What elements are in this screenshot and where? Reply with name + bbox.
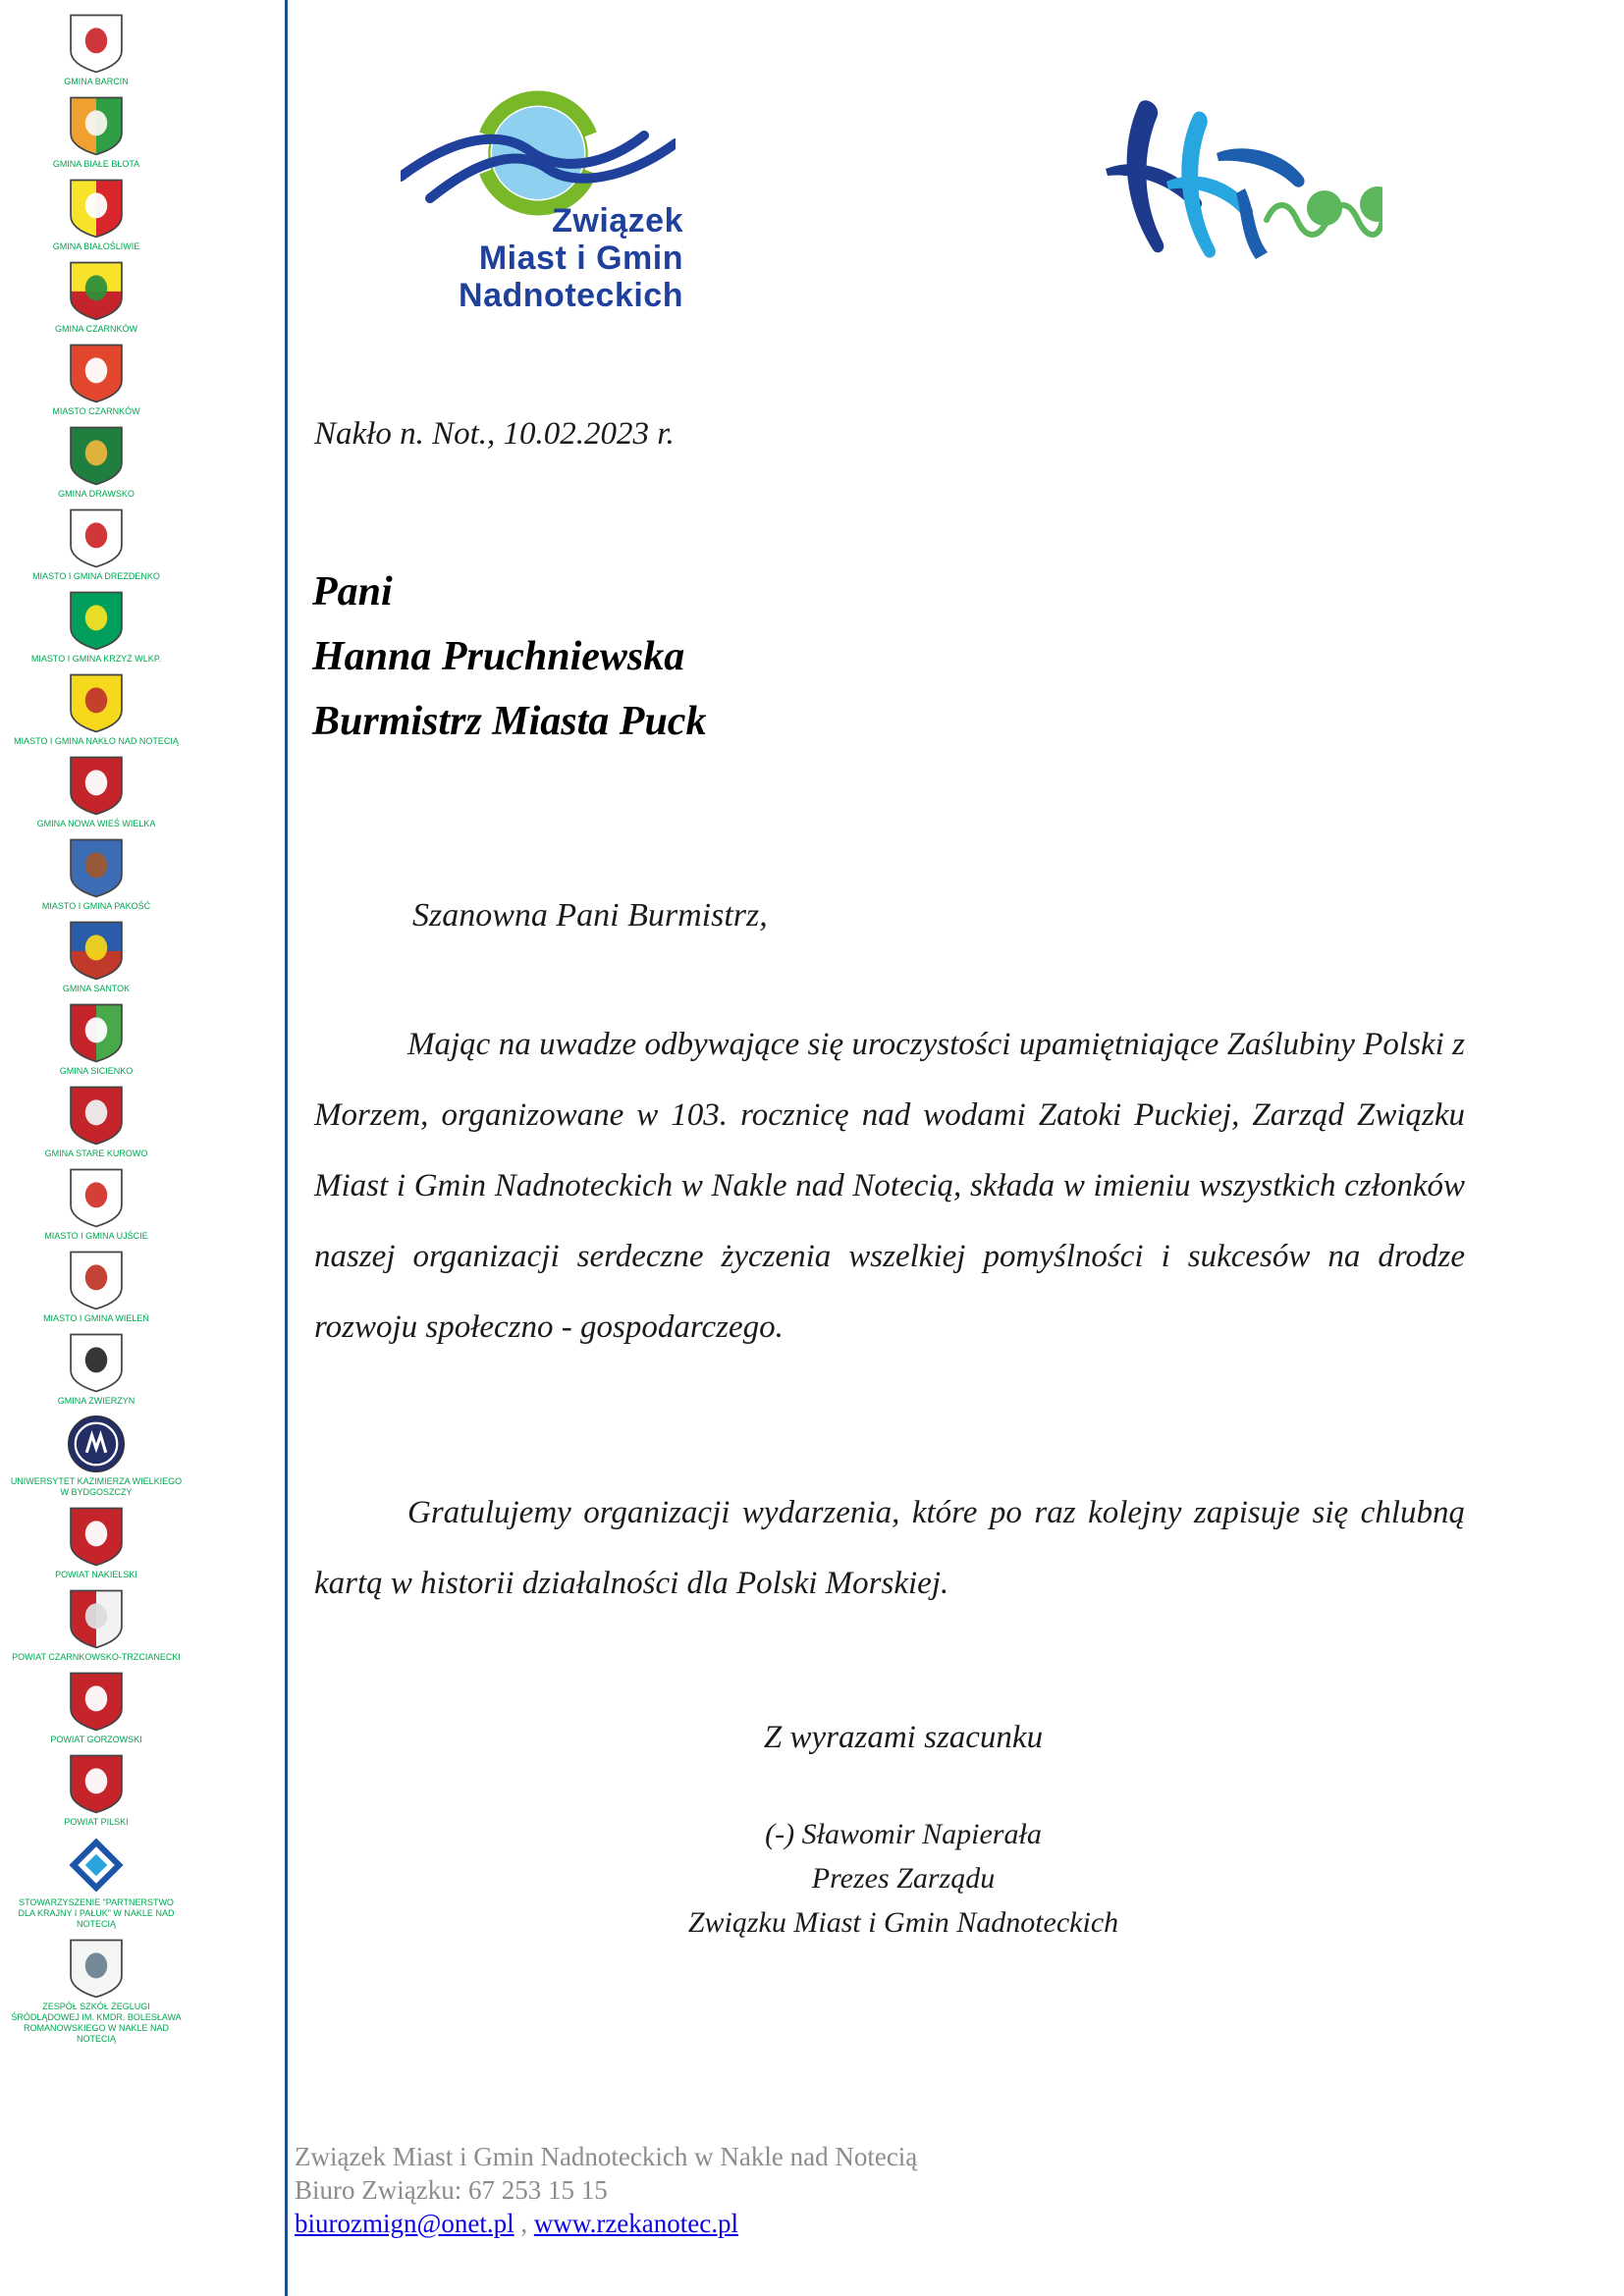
sidebar-item-gmina-barcin xyxy=(9,12,184,87)
miasto-i-gmina-naklo-nad-notecia-coat-of-arms-icon xyxy=(68,671,125,734)
uniwersytet-kazimierza-wielkiego-coat-of-arms-icon xyxy=(66,1414,127,1474)
emblem-label: MIASTO I GMINA UJŚCIE xyxy=(44,1231,148,1241)
signatory-title: Prezes Zarządu xyxy=(811,1862,996,1895)
emblem-label: STOWARZYSZENIE "PARTNERSTWO DLA KRAJNY I PAŁUK" W NAKLE NAD NOTECIĄ xyxy=(18,1897,175,1929)
sidebar-item-gmina-stare-kurowo xyxy=(9,1084,184,1159)
sidebar-item-gmina-sicienko xyxy=(9,1001,184,1077)
coat-of-arms-sidebar xyxy=(8,12,185,2045)
sidebar-item-gmina-zwierzyn xyxy=(9,1331,184,1407)
sidebar-item-gmina-biale-blota xyxy=(9,94,184,170)
sidebar-item-powiat-pilski xyxy=(9,1752,184,1828)
closing-phrase: Z wyrazami szacunku xyxy=(763,1720,1044,1755)
sidebar-item-powiat-czarnkowsko-trzcianecki xyxy=(9,1587,184,1663)
sidebar-item-zespol-szkol-zeglugi-srodladowej xyxy=(9,1937,184,2045)
gmina-zwierzyn-coat-of-arms-icon xyxy=(68,1331,125,1394)
addressee-role: Burmistrz Miasta Puck xyxy=(312,699,707,744)
sidebar-item-gmina-drawsko xyxy=(9,424,184,500)
sidebar-item-stowarzyszenie-partnerstwo xyxy=(9,1835,184,1930)
gmina-barcin-coat-of-arms-icon xyxy=(68,12,125,75)
gmina-bialosliwie-coat-of-arms-icon xyxy=(68,177,125,240)
signature-block xyxy=(324,1812,1483,1945)
emblem-label: MIASTO I GMINA NAKŁO NAD NOTECIĄ xyxy=(14,736,179,746)
miasto-i-gmina-wielen-coat-of-arms-icon xyxy=(68,1249,125,1311)
sidebar-item-miasto-i-gmina-pakosc xyxy=(9,836,184,912)
emblem-label: GMINA SANTOK xyxy=(62,984,131,993)
sidebar-item-gmina-santok xyxy=(9,919,184,994)
emblem-label: GMINA STARE KUROWO xyxy=(44,1148,148,1158)
emblem-label: GMINA ZWIERZYN xyxy=(57,1396,135,1406)
miasto-czarnkow-coat-of-arms-icon xyxy=(68,342,125,404)
powiat-gorzowski-coat-of-arms-icon xyxy=(68,1670,125,1733)
emblem-label: GMINA SICIENKO xyxy=(59,1066,134,1076)
zmign-logo-wordmark xyxy=(428,202,683,314)
body-paragraph-2: Gratulujemy organizacji wydarzenia, które po raz kolejny zapisuje się chlubną kartą w historii działalności dla Polski Morskiej. xyxy=(314,1495,1465,1601)
emblem-label: MIASTO I GMINA PAKOŚĆ xyxy=(41,901,151,911)
emblem-label: POWIAT NAKIELSKI xyxy=(55,1570,137,1579)
addressee-title: Pani xyxy=(312,569,393,614)
letter-footer xyxy=(295,2140,917,2240)
emblem-label: GMINA CZARNKÓW xyxy=(54,324,137,334)
links-separator: , xyxy=(514,2209,534,2238)
emblem-label: MIASTO I GMINA DREZDENKO xyxy=(32,571,160,581)
emblem-label: MIASTO CZARNKÓW xyxy=(52,406,140,416)
dancing-figures-logo-icon xyxy=(1098,94,1382,268)
addressee-block xyxy=(312,560,706,754)
stowarzyszenie-partnerstwo-coat-of-arms-icon xyxy=(66,1835,127,1896)
sidebar-item-miasto-czarnkow xyxy=(9,342,184,417)
sidebar-item-uniwersytet-kazimierza-wielkiego xyxy=(9,1414,184,1498)
footer-org-name: Związek Miast i Gmin Nadnoteckich w Nakle nad Notecią xyxy=(295,2142,918,2171)
emblem-label: MIASTO I GMINA KRZYŻ WLKP. xyxy=(30,654,162,664)
signatory-name: (-) Sławomir Napierała xyxy=(765,1818,1042,1850)
miasto-i-gmina-drezdenko-coat-of-arms-icon xyxy=(68,507,125,569)
gmina-czarnkow-coat-of-arms-icon xyxy=(68,259,125,322)
email-link[interactable]: biurozmign@onet.pl xyxy=(295,2209,514,2238)
gmina-stare-kurowo-coat-of-arms-icon xyxy=(68,1084,125,1147)
miasto-i-gmina-krzyz-wlkp-coat-of-arms-icon xyxy=(68,589,125,652)
sidebar-item-miasto-i-gmina-ujscie xyxy=(9,1166,184,1242)
emblem-label: GMINA BARCIN xyxy=(64,77,129,86)
emblem-label: UNIWERSYTET KAZIMIERZA WIELKIEGO W BYDGOSZCZY xyxy=(10,1476,183,1497)
powiat-pilski-coat-of-arms-icon xyxy=(68,1752,125,1815)
miasto-i-gmina-ujscie-coat-of-arms-icon xyxy=(68,1166,125,1229)
powiat-nakielski-coat-of-arms-icon xyxy=(68,1505,125,1568)
sidebar-item-gmina-nowa-wies-wielka xyxy=(9,754,184,829)
gmina-santok-coat-of-arms-icon xyxy=(68,919,125,982)
zmign-logo-line2: Miast i Gmin xyxy=(478,240,683,277)
gmina-nowa-wies-wielka-coat-of-arms-icon xyxy=(68,754,125,817)
body-paragraph-1: Mając na uwadze odbywające się uroczystości upamiętniające Zaślubiny Polski z Morzem, organizowane w 103. rocznicę nad wodami Zatoki Puckiej, Zarząd Związku Miast i Gmin Nadnoteckich w Nakle nad Notecią, składa w imieniu wszystkich członków naszej organizacji serdeczne życzenia wszelkiej pomyślności i sukcesów na drodze rozwoju społeczno - gospodarczego. xyxy=(314,1027,1465,1345)
emblem-label: POWIAT GORZOWSKI xyxy=(50,1735,142,1744)
sidebar-item-gmina-czarnkow xyxy=(9,259,184,335)
sidebar-item-miasto-i-gmina-wielen xyxy=(9,1249,184,1324)
emblem-label: GMINA BIAŁE BŁOTA xyxy=(52,159,140,169)
emblem-label: MIASTO I GMINA WIELEŃ xyxy=(43,1313,149,1323)
miasto-i-gmina-pakosc-coat-of-arms-icon xyxy=(68,836,125,899)
emblem-label: POWIAT CZARNKOWSKO-TRZCIANECKI xyxy=(12,1652,181,1662)
footer-links xyxy=(295,2207,917,2240)
addressee-name: Hanna Pruchniewska xyxy=(312,634,685,679)
sidebar-item-miasto-i-gmina-naklo-nad-notecia xyxy=(9,671,184,747)
gmina-biale-blota-coat-of-arms-icon xyxy=(68,94,125,157)
powiat-czarnkowsko-trzcianecki-coat-of-arms-icon xyxy=(68,1587,125,1650)
gmina-drawsko-coat-of-arms-icon xyxy=(68,424,125,487)
vertical-divider xyxy=(285,0,288,2296)
sidebar-item-miasto-i-gmina-krzyz-wlkp xyxy=(9,589,184,665)
emblem-label: POWIAT PILSKI xyxy=(64,1817,129,1827)
signatory-organization: Związku Miast i Gmin Nadnoteckich xyxy=(687,1906,1119,1939)
emblem-label: GMINA BIAŁOŚLIWIE xyxy=(52,241,140,251)
gmina-sicienko-coat-of-arms-icon xyxy=(68,1001,125,1064)
emblem-label: ZESPÓŁ SZKÓŁ ŻEGLUGI ŚRÓDLĄDOWEJ IM. KMDR. BOLESŁAWA ROMANOWSKIEGO W NAKLE NAD NOTECIĄ xyxy=(11,2002,182,2044)
website-link[interactable]: www.rzekanotec.pl xyxy=(533,2209,738,2238)
zmign-logo-line3: Nadnoteckich xyxy=(459,277,683,314)
footer-phone: Biuro Związku: 67 253 15 15 xyxy=(295,2175,608,2205)
emblem-label: GMINA DRAWSKO xyxy=(58,489,135,499)
salutation: Szanowna Pani Burmistrz, xyxy=(412,897,768,934)
sidebar-item-gmina-bialosliwie xyxy=(9,177,184,252)
date-line: Nakło n. Not., 10.02.2023 r. xyxy=(314,416,675,452)
emblem-label: GMINA NOWA WIEŚ WIELKA xyxy=(36,819,156,828)
sidebar-item-powiat-gorzowski xyxy=(9,1670,184,1745)
zmign-logo-line1: Związek xyxy=(552,202,683,240)
sidebar-item-miasto-i-gmina-drezdenko xyxy=(9,507,184,582)
sidebar-item-powiat-nakielski xyxy=(9,1505,184,1580)
zespol-szkol-zeglugi-srodladowej-coat-of-arms-icon xyxy=(68,1937,125,2000)
